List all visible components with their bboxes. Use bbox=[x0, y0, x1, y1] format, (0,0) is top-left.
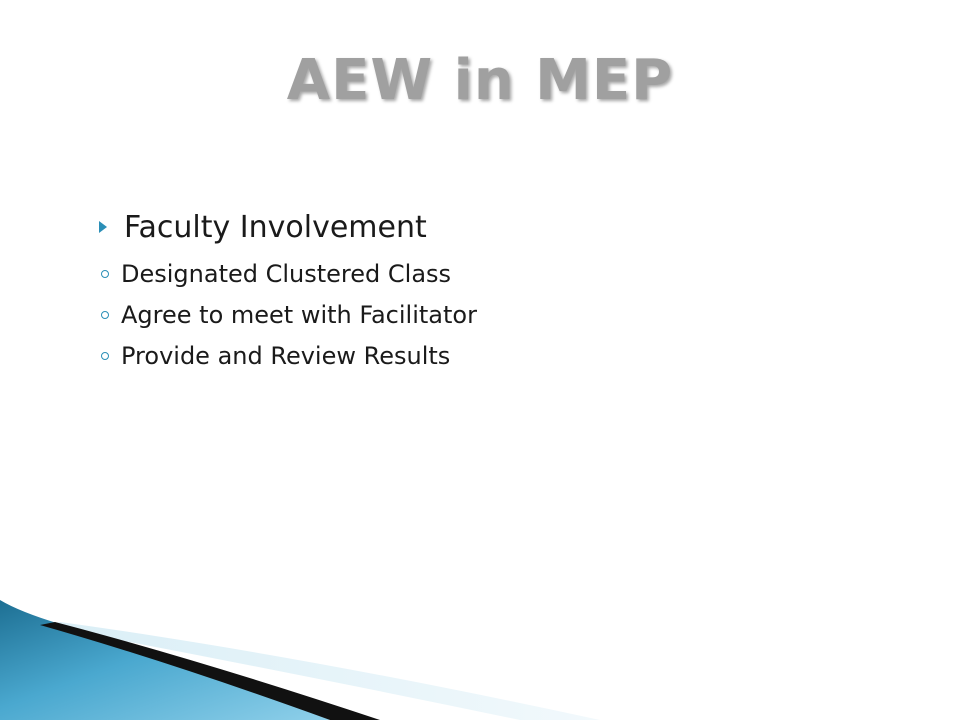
triangle-bullet-icon bbox=[99, 221, 107, 233]
sub-bullet-text: Provide and Review Results bbox=[121, 341, 451, 370]
bullet-text: Faculty Involvement bbox=[124, 209, 427, 245]
sub-bullet-list bbox=[101, 253, 477, 376]
circle-bullet-icon bbox=[101, 311, 109, 319]
circle-bullet-icon bbox=[101, 352, 109, 360]
bullet-item bbox=[95, 205, 477, 249]
sub-bullet-item bbox=[101, 335, 477, 376]
sub-bullet-item bbox=[101, 253, 477, 294]
decorative-wave-graphic bbox=[0, 600, 960, 720]
slide-title: AEW in MEP bbox=[286, 48, 674, 113]
slide-content bbox=[95, 205, 477, 376]
sub-bullet-item bbox=[101, 294, 477, 335]
sub-bullet-text: Designated Clustered Class bbox=[121, 259, 452, 288]
circle-bullet-icon bbox=[101, 270, 109, 278]
sub-bullet-text: Agree to meet with Facilitator bbox=[121, 300, 477, 329]
